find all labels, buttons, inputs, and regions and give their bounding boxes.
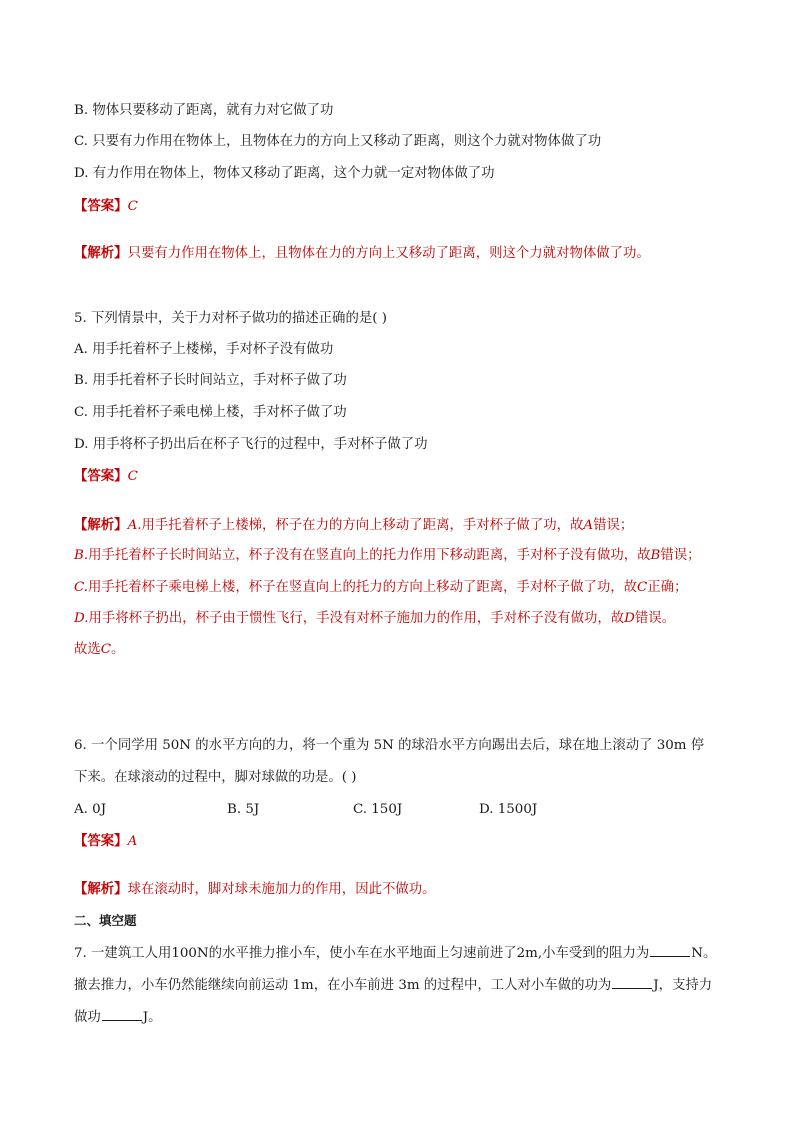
q6-option-c: C. 150J <box>353 802 403 817</box>
q7-line-1 <box>74 944 716 963</box>
q5-answer <box>74 467 138 486</box>
q4-option-c: C. 只要有力作用在物体上，且物体在力的方向上又移动了距离，则这个力就对物体做了功 <box>74 134 602 149</box>
q6-stem-line-2: 下来。在球滚动的过程中，脚对球做的功是。( ) <box>74 770 357 785</box>
option-letter: A <box>583 518 594 533</box>
fill-blank[interactable] <box>102 1008 142 1021</box>
analysis-text: 正确； <box>647 580 688 595</box>
option-letter: B. <box>74 548 89 563</box>
answer-value: C <box>127 469 138 484</box>
q5-analysis-line-4 <box>74 610 675 628</box>
conclusion-text: 故选 <box>74 642 101 657</box>
analysis-text: 错误； <box>593 518 634 533</box>
q5-stem: 5. 下列情景中，关于力对杯子做功的描述正确的是( ) <box>74 311 387 326</box>
q5-conclusion <box>74 641 124 659</box>
analysis-text: 错误； <box>660 548 701 563</box>
q7-text: J。 <box>142 1010 162 1025</box>
analysis-label: 【解析】 <box>74 881 128 897</box>
q4-option-b: B. 物体只要移动了距离，就有力对它做了功 <box>74 103 334 118</box>
q5-option-d: D. 用手将杯子扔出后在杯子飞行的过程中，手对杯子做了功 <box>74 437 428 452</box>
section-title: 二、填空题 <box>74 913 137 928</box>
analysis-text: 球在滚动时，脚对球未施加力的作用，因此不做功。 <box>127 882 436 897</box>
q7-text: N。 <box>691 946 717 961</box>
answer-value: C <box>127 199 138 214</box>
analysis-label: 【解析】 <box>74 517 128 533</box>
q5-analysis-line-3 <box>74 579 687 597</box>
q7-text: 7. 一建筑工人用100N的水平推力推小车，使小车在水平地面上匀速前进了2m,小车受到的阻力为 <box>74 946 650 961</box>
q5-analysis-line-2 <box>74 547 701 565</box>
analysis-text: 用手托着杯子长时间站立，杯子没有在竖直向上的托力作用下移动距离，手对杯子没有做功，故 <box>88 548 651 563</box>
analysis-text: 错误。 <box>634 611 676 626</box>
analysis-text: 用手托着杯子乘电梯上楼，杯子在竖直向上的托力的方向上移动了距离，手对杯子做了功，故 <box>88 580 638 595</box>
q6-option-d: D. 1500J <box>479 802 538 817</box>
q4-option-d: D. 有力作用在物体上，物体又移动了距离，这个力就一定对物体做了功 <box>74 166 495 181</box>
conclusion-text: 。 <box>111 642 125 657</box>
answer-label: 【答案】 <box>74 833 128 849</box>
option-letter: C <box>100 642 112 657</box>
q6-option-b: B. 5J <box>227 802 260 817</box>
analysis-text: 用手将杯子扔出，杯子由于惯性飞行，手没有对杯子施加力的作用，手对杯子没有做功，故 <box>88 611 625 626</box>
q6-answer <box>74 832 137 851</box>
q7-text: J，支持力 <box>653 978 713 993</box>
option-letter: D <box>624 611 635 626</box>
fill-blank[interactable] <box>612 976 652 989</box>
answer-value: A <box>127 834 138 849</box>
option-letter: D. <box>74 611 89 626</box>
option-letter: C. <box>74 580 89 595</box>
fill-blank[interactable] <box>650 944 690 957</box>
q7-text: 做功 <box>74 1010 101 1025</box>
analysis-text: 只要有力作用在物体上，且物体在力的方向上又移动了距离，则这个力就对物体做了功。 <box>127 246 650 261</box>
q7-line-3 <box>74 1008 162 1027</box>
option-letter: A. <box>127 518 142 533</box>
q5-analysis-line-1 <box>74 516 633 535</box>
q4-analysis <box>74 244 650 263</box>
q6-stem-line-1: 6. 一个同学用 50N 的水平方向的力，将一个重为 5N 的球沿水平方向踢出去后，球在地上滚动了 30m 停 <box>74 738 705 753</box>
answer-label: 【答案】 <box>74 198 128 214</box>
option-letter: C <box>637 580 648 595</box>
q7-text: 撤去推力，小车仍然能继续向前运动 1m，在小车前进 3m 的过程中，工人对小车做的功为 <box>74 978 612 993</box>
q6-option-a: A. 0J <box>74 802 107 817</box>
q6-analysis <box>74 880 436 899</box>
q5-option-a: A. 用手托着杯子上楼梯，手对杯子没有做功 <box>74 342 334 357</box>
option-letter: B <box>650 548 661 563</box>
q5-option-c: C. 用手托着杯子乘电梯上楼，手对杯子做了功 <box>74 405 347 420</box>
analysis-text: 用手托着杯子上楼梯，杯子在力的方向上移动了距离，手对杯子做了功，故 <box>141 518 584 533</box>
answer-label: 【答案】 <box>74 468 128 484</box>
q4-answer <box>74 197 138 216</box>
analysis-label: 【解析】 <box>74 245 128 261</box>
q5-option-b: B. 用手托着杯子长时间站立，手对杯子做了功 <box>74 373 347 388</box>
q7-line-2 <box>74 976 712 995</box>
